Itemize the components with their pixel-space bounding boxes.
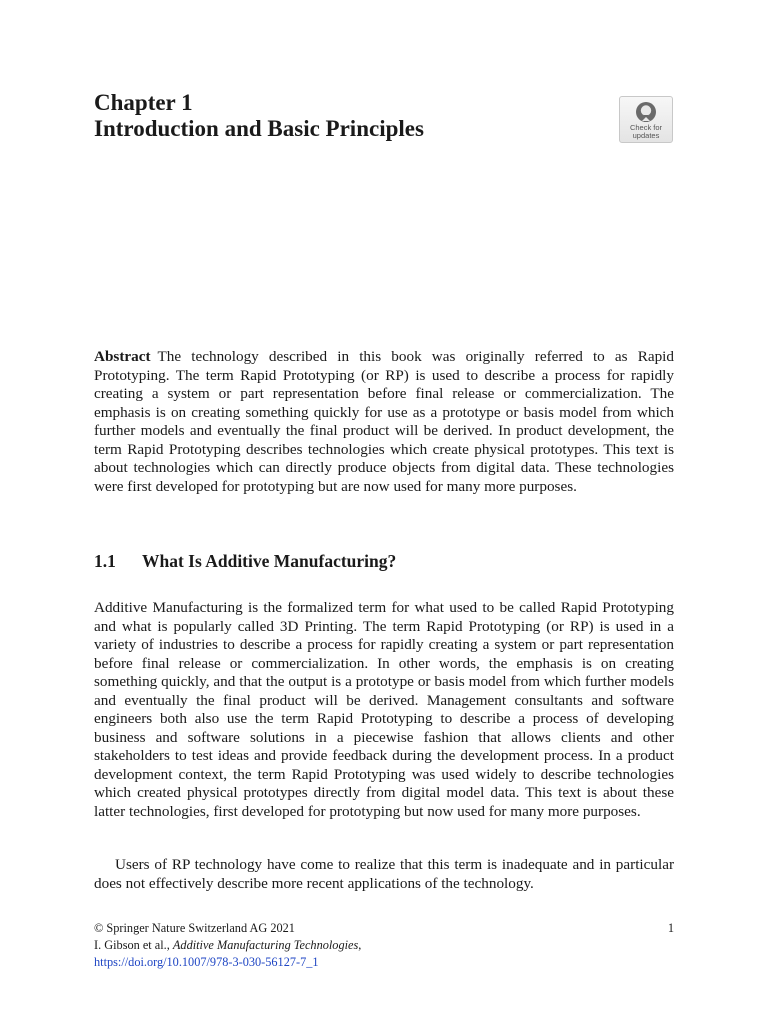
citation-authors: I. Gibson et al., bbox=[94, 938, 170, 952]
check-for-updates-line1: Check for bbox=[629, 123, 663, 132]
section-heading bbox=[94, 551, 396, 572]
check-for-updates-badge[interactable] bbox=[619, 96, 673, 143]
citation-book-title: Additive Manufacturing Technologies bbox=[172, 938, 359, 952]
check-for-updates-label bbox=[630, 124, 662, 140]
section-title: What Is Additive Manufacturing? bbox=[142, 551, 397, 571]
check-for-updates-line2: updates bbox=[632, 131, 660, 140]
chapter-label: Chapter 1 bbox=[94, 90, 193, 115]
doi-link[interactable]: https://doi.org/10.1007/978-3-030-56127-7_1 bbox=[94, 955, 319, 969]
citation-comma: , bbox=[358, 938, 362, 952]
citation-line bbox=[94, 937, 674, 954]
abstract-text: The technology described in this book was originally referred to as Rapid Prototyping. The term Rapid Prototyping (or RP) is used to describe a process for rapidly creating a system or part representation before final release or commercialization. The emphasis is on creating something quickly for use as a prototype or basis model from which further models and eventually the final product will be derived. In product development, the term Rapid Prototyping describes technologies which create physical prototypes. This text is about technologies which can directly produce objects from digital data. These technologies were first developed for prototyping but are now used for many more purposes. bbox=[94, 348, 674, 495]
body-paragraph-2: Users of RP technology have come to realize that this term is inadequate and in particular does not effectively describe more recent applications of the technology. bbox=[94, 856, 674, 892]
abstract-paragraph bbox=[94, 348, 674, 496]
check-for-updates-icon bbox=[635, 101, 657, 123]
section-number: 1.1 bbox=[94, 551, 116, 571]
body-paragraph-1: Additive Manufacturing is the formalized term for what used to be called Rapid Prototyping and what is popularly called 3D Printing. The term Rapid Prototyping (or RP) is used in a variety of industries to describe a process for rapidly creating a system or part representation before final release or commercialization. In other words, the emphasis is on creating something quickly, and that the output is a prototype or basis model from which further models and eventually the final product will be derived. Management consultants and software engineers both also use the term Rapid Prototyping to describe a process of developing business and software solutions in a piecewise fashion that allows clients and other stakeholders to test ideas and provide feedback during the development process. In a product development context, the term Rapid Prototyping was used widely to describe technologies which created physical prototypes directly from digital model data. This text is about these latter technologies, first developed for prototyping but now used for many more purposes. bbox=[94, 599, 674, 821]
chapter-title: Introduction and Basic Principles bbox=[94, 116, 424, 141]
copyright-line: © Springer Nature Switzerland AG 2021 bbox=[94, 921, 295, 935]
page-footer bbox=[94, 920, 674, 971]
page-number: 1 bbox=[667, 921, 674, 935]
abstract-label: Abstract bbox=[94, 348, 151, 365]
